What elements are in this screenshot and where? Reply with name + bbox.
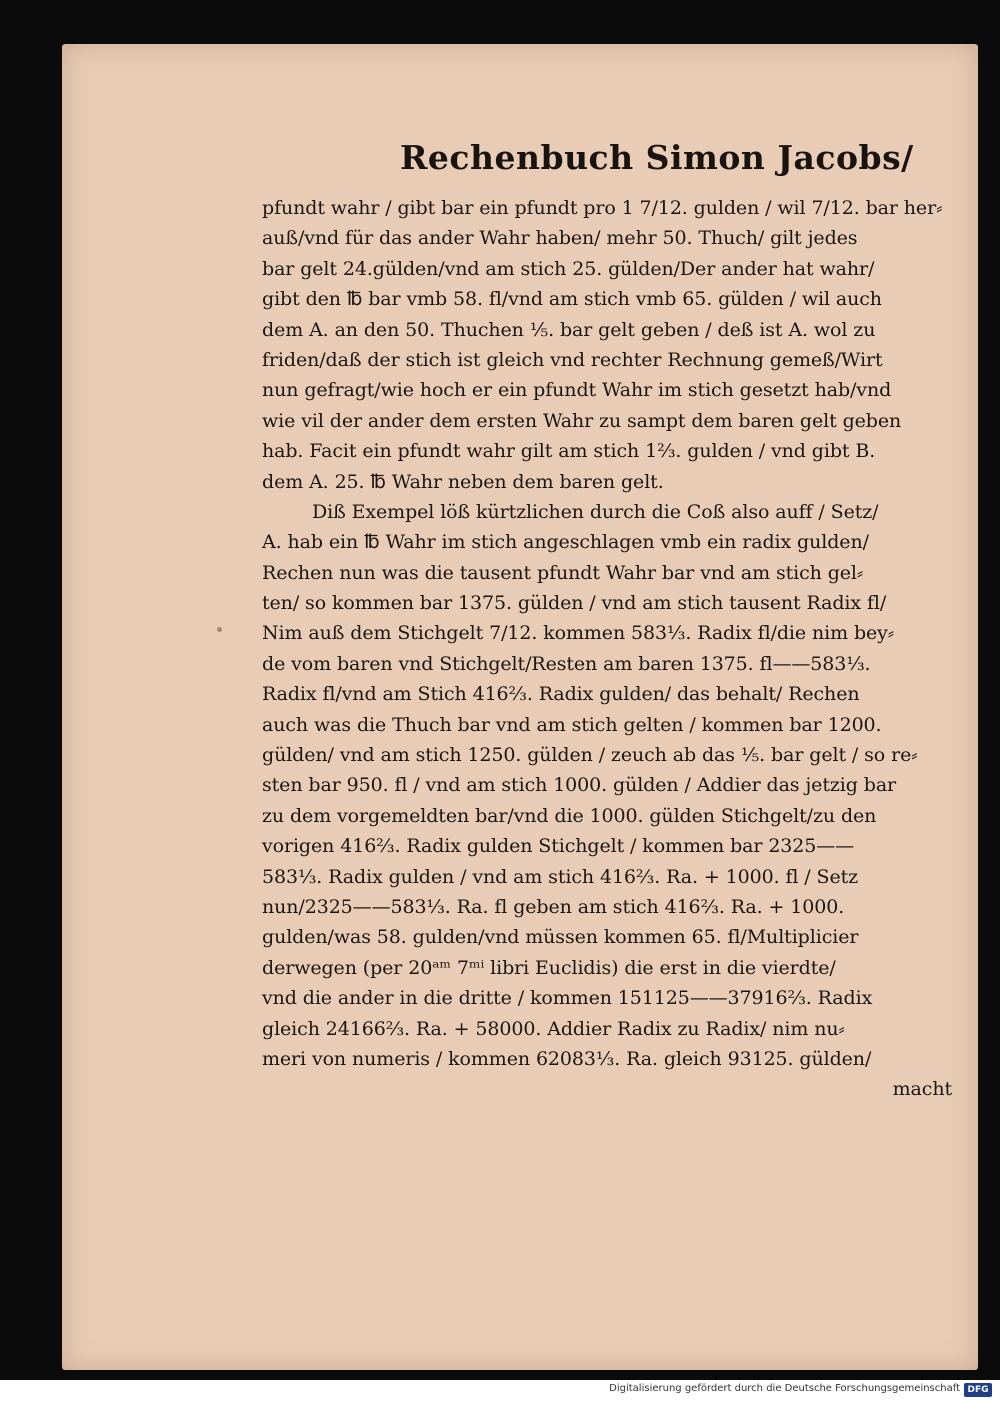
text-line-14: ten/ so kommen bar 1375. gülden / vnd am stich tausent Radix fl/ bbox=[262, 592, 887, 615]
catchword: macht bbox=[892, 1078, 952, 1101]
text-line-18: auch was die Thuch bar vnd am stich gelten / kommen bar 1200. bbox=[262, 713, 882, 736]
text-line-15: Nim auß dem Stichgelt 7/12. kommen 583⅓. Radix fl/die nim bey⸗ bbox=[262, 622, 895, 645]
text-line-9: hab. Facit ein pfundt wahr gilt am stich 1⅔. gulden / vnd gibt B. bbox=[262, 440, 876, 463]
text-line-2: auß/vnd für das ander Wahr haben/ mehr 50. Thuch/ gilt jedes bbox=[262, 227, 858, 250]
text-line-29: meri von numeris / kommen 62083⅓. Ra. gleich 93125. gülden/ bbox=[262, 1047, 872, 1070]
dfg-logo-icon: DFG bbox=[964, 1383, 992, 1397]
text-line-17: Radix fl/vnd am Stich 416⅔. Radix gulden/ das behalt/ Rechen bbox=[262, 683, 860, 706]
text-line-7: nun gefragt/wie hoch er ein pfundt Wahr im stich gesetzt hab/vnd bbox=[262, 379, 892, 402]
text-line-22: vorigen 416⅔. Radix gulden Stichgelt / kommen bar 2325—— bbox=[262, 835, 855, 858]
text-line-13: Rechen nun was die tausent pfundt Wahr bar vnd am stich gel⸗ bbox=[262, 561, 864, 584]
text-line-26: derwegen (per 20ᵃᵐ 7ᵐⁱ libri Euclidis) die erst in die vierdte/ bbox=[262, 956, 836, 979]
text-line-1: pfundt wahr / gibt bar ein pfundt pro 1 7/12. gulden / wil 7/12. bar her⸗ bbox=[262, 197, 943, 219]
text-line-20: sten bar 950. fl / vnd am stich 1000. gülden / Addier das jetzig bar bbox=[262, 774, 897, 797]
funding-credit: Digitalisierung gefördert durch die Deutsche Forschungsgemeinschaft bbox=[609, 1383, 960, 1394]
text-line-11: Diß Exempel löß kürtzlichen durch die Coß also auff / Setz/ bbox=[312, 500, 879, 523]
text-line-21: zu dem vorgemeldten bar/vnd die 1000. gülden Stichgelt/zu den bbox=[262, 804, 877, 827]
text-line-27: vnd die ander in die dritte / kommen 151125——37916⅔. Radix bbox=[262, 987, 873, 1010]
text-line-4: gibt den ℔ bar vmb 58. fl/vnd am stich vmb 65. gülden / wil auch bbox=[262, 288, 882, 311]
body-text bbox=[262, 193, 952, 1105]
text-line-6: friden/daß der stich ist gleich vnd rechter Rechnung gemeß/Wirt bbox=[262, 348, 883, 371]
text-line-10: dem A. 25. ℔ Wahr neben dem baren gelt. bbox=[262, 470, 664, 493]
text-line-8: wie vil der ander dem ersten Wahr zu sampt dem baren gelt geben bbox=[262, 409, 902, 432]
text-line-12: A. hab ein ℔ Wahr im stich angeschlagen vmb ein radix gulden/ bbox=[262, 531, 869, 554]
text-line-3: bar gelt 24.gülden/vnd am stich 25. gülden/Der ander hat wahr/ bbox=[262, 257, 875, 280]
text-line-28: gleich 24166⅔. Ra. + 58000. Addier Radix zu Radix/ nim nu⸗ bbox=[262, 1017, 845, 1040]
text-line-23: 583⅓. Radix gulden / vnd am stich 416⅔. Ra. + 1000. fl / Setz bbox=[262, 865, 859, 888]
text-line-16: de vom baren vnd Stichgelt/Resten am baren 1375. fl——583⅓. bbox=[262, 652, 871, 675]
text-line-25: gulden/was 58. gulden/vnd müssen kommen 65. fl/Multiplicier bbox=[262, 926, 859, 949]
text-line-5: dem A. an den 50. Thuchen ⅕. bar gelt geben / deß ist A. wol zu bbox=[262, 318, 876, 341]
text-line-24: nun/2325——583⅓. Ra. fl geben am stich 416⅔. Ra. + 1000. bbox=[262, 895, 845, 918]
text-line-19: gülden/ vnd am stich 1250. gülden / zeuch ab das ⅕. bar gelt / so re⸗ bbox=[262, 744, 918, 767]
digitization-footer bbox=[0, 1380, 1000, 1401]
running-header: Rechenbuch Simon Jacobs/ bbox=[400, 138, 914, 177]
paper-spot bbox=[217, 627, 222, 632]
